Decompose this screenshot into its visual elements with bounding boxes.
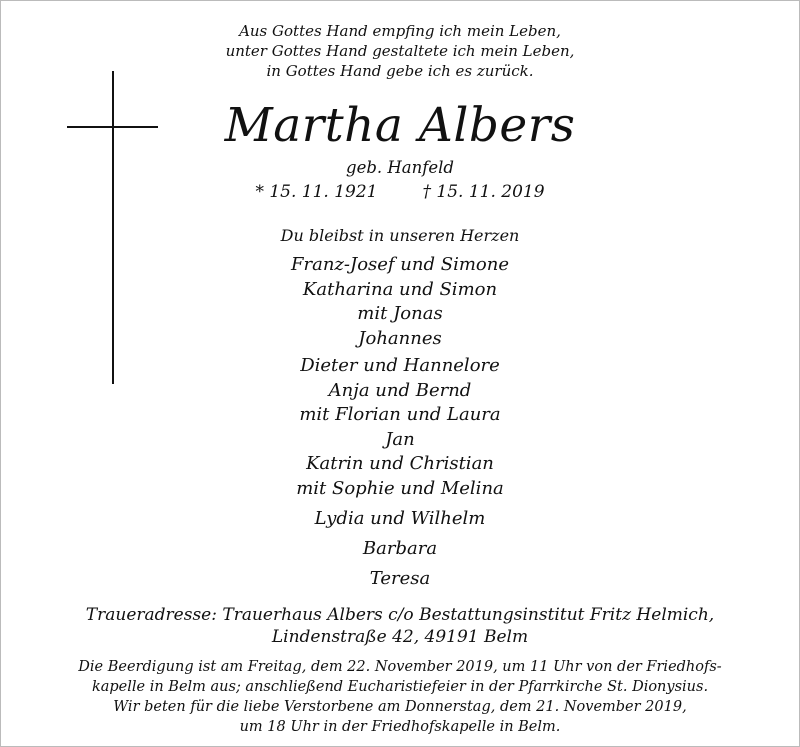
death-date: † 15. 11. 2019 <box>422 182 545 202</box>
funeral-notes <box>0 657 800 737</box>
notes-line: kapelle in Belm aus; anschließend Eucharistiefeier in der Pfarrkirche St. Dionysius. <box>91 679 709 695</box>
deceased-name: Martha Albers <box>224 98 576 153</box>
remembrance-line: Du bleibst in unseren Herzen <box>280 226 520 245</box>
life-dates <box>0 180 800 204</box>
maiden-name: geb. Hanfeld <box>346 158 454 177</box>
family-line: Anja und Bernd <box>328 379 472 401</box>
motto-line: unter Gottes Hand gestaltete ich mein Leben, <box>225 42 575 60</box>
notes-line: um 18 Uhr in der Friedhofskapelle in Belm. <box>239 719 561 735</box>
family-line: mit Sophie und Melina <box>296 477 504 499</box>
address-line: Traueradresse: Trauerhaus Albers c/o Bestattungsinstitut Fritz Helmich, <box>85 605 715 625</box>
address-line: Lindenstraße 42, 49191 Belm <box>271 627 529 647</box>
family-group <box>0 567 800 592</box>
mourning-address <box>0 604 800 648</box>
family-line: Johannes <box>358 327 442 349</box>
family-line: Katrin und Christian <box>306 453 494 474</box>
family-line: Dieter und Hannelore <box>300 355 500 376</box>
birth-date: * 15. 11. 1921 <box>255 182 378 202</box>
notes-line: Die Beerdigung ist am Freitag, dem 22. November 2019, um 11 Uhr von der Friedhofs- <box>78 659 722 675</box>
notes-line: Wir beten für die liebe Verstorbene am Donnerstag, dem 21. November 2019, <box>113 699 687 715</box>
family-line: Teresa <box>369 568 431 589</box>
motto-line: Aus Gottes Hand empfing ich mein Leben, <box>239 22 561 40</box>
family-line: Franz-Josef und Simone <box>291 254 509 275</box>
family-group <box>0 253 800 351</box>
family-line: mit Jonas <box>357 303 443 324</box>
family-line: Barbara <box>362 538 438 559</box>
family-group <box>0 507 800 532</box>
motto-line: in Gottes Hand gebe ich es zurück. <box>266 62 534 80</box>
family-group <box>0 537 800 562</box>
family-line: mit Florian und Laura <box>299 404 501 425</box>
family-line: Katharina und Simon <box>302 278 498 300</box>
motto-verse <box>0 21 800 81</box>
family-line: Lydia und Wilhelm <box>314 508 486 529</box>
family-line: Jan <box>385 428 415 450</box>
family-group <box>0 354 800 501</box>
